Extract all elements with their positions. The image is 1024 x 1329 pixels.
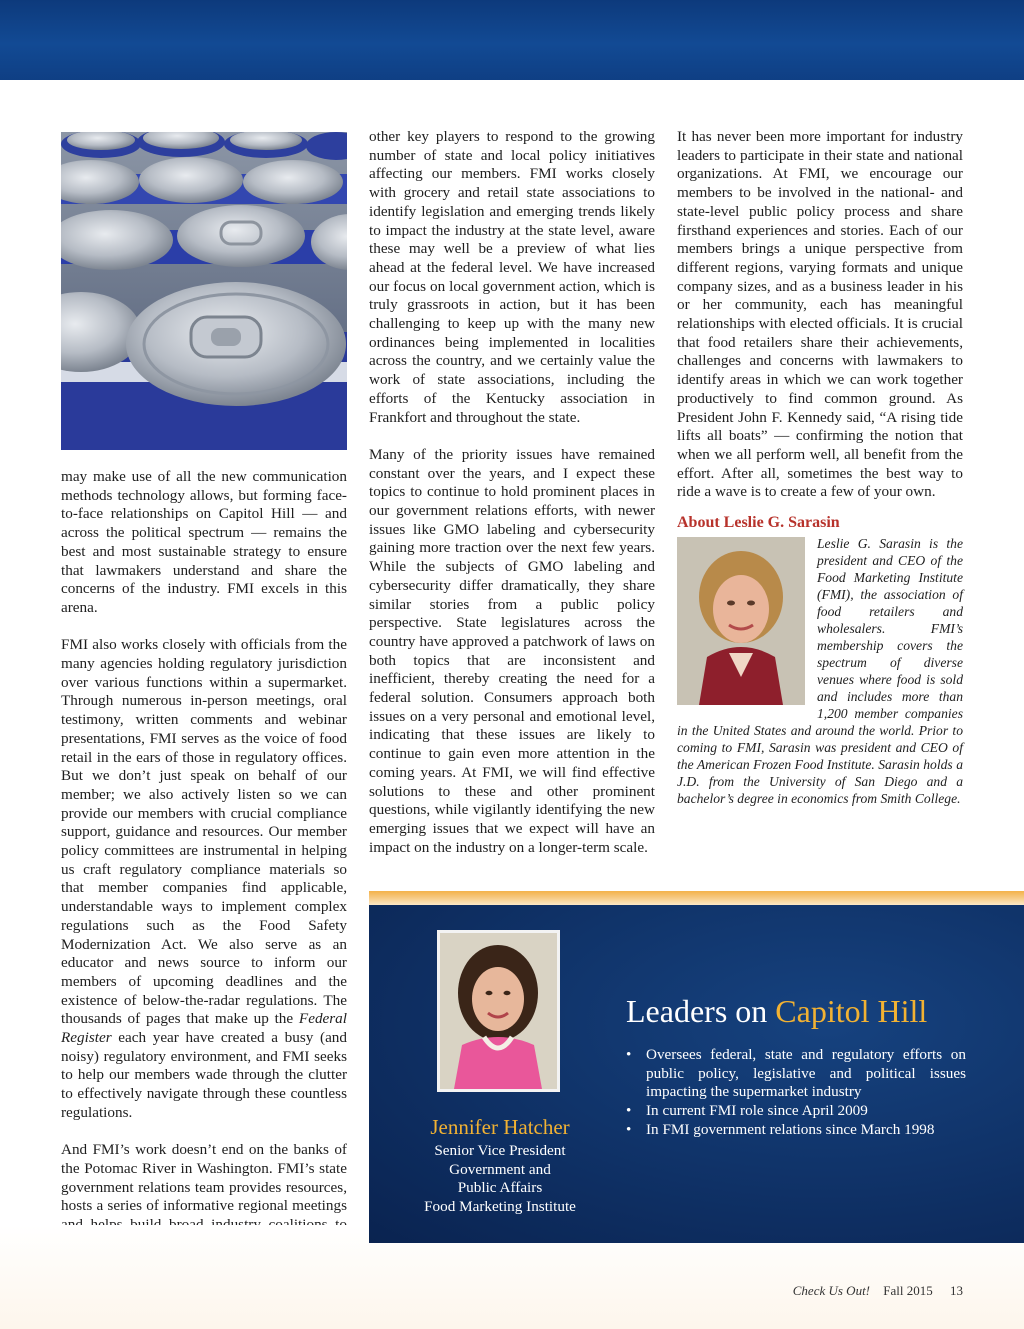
hatcher-role-line: Public Affairs xyxy=(457,1179,543,1197)
leaders-title-accent: Capitol Hill xyxy=(775,993,928,1029)
page-footer xyxy=(793,1283,963,1299)
page-number: 13 xyxy=(950,1283,963,1298)
about-bio xyxy=(677,535,963,807)
column-1 xyxy=(61,468,347,1272)
hatcher-role-line: Senior Vice President xyxy=(434,1142,566,1159)
can-row-2 xyxy=(61,157,347,204)
hatcher-role-line: Food Marketing Institute xyxy=(424,1198,576,1216)
bullet-item: • Oversees federal, state and regulatory efforts on public policy, legislative and political issues impacting the supermarket industry xyxy=(624,1046,966,1102)
bullet-item: • In FMI government relations since March 1998 xyxy=(624,1121,966,1140)
column-2 xyxy=(369,128,655,876)
col2-paragraph-1: other key players to respond to the growing number of state and local policy initiatives affecting our members. FMI works closely with grocery and retail state associations to identify legislation and emerging trends likely to impact the industry at the state level, aware these may well be a preview of what lies ahead at the federal level. We have increased our focus on local government action, which is truly grassroots in action, but it has been challenging to keep up with the many new ordinances being implemented in localities across the country, and we certainly value the work of state associations, including the efforts of the Kentucky association in Frankfort and throughout the state. xyxy=(369,128,655,426)
hatcher-name-block xyxy=(408,1114,592,1217)
col1-paragraph-3: And FMI’s work doesn’t end on the banks of the Potomac River in Washington. FMI’s state government relations team provides resources, hosts a series of informative regional meetings xyxy=(61,1141,347,1215)
can-row-front xyxy=(61,282,347,450)
col2-paragraph-2: Many of the priority issues have remained constant over the years, and I expect these topics to continue to hold prominent places in our government relations efforts, with newer issues like GMO labeling and cybersecurity gaining more traction over the next few years. While the subjects of GMO labeling and cybersecurity differ dramatically, they share similar stories from a public policy perspective. State legislatures across the country have approved a patchwork of laws on both topics that are inconsistent and inefficient, thereby creating the need for a federal solution. Consumers approach both issues on a very personal and emotional level, indicating that these issues are likely to continue to gain even more attention in the coming years. At FMI, we will find effective solutions to these and other prominent questions, while vigilantly identifying the new emerging issues that we expect will have an impact on the industry on a longer-term scale. xyxy=(369,445,655,856)
bullet-item: • In current FMI role since April 2009 xyxy=(624,1102,966,1121)
hatcher-role-line: Government and xyxy=(449,1160,551,1178)
leslie-sarasin-portrait xyxy=(677,537,805,705)
energy-drink-cans-photo xyxy=(61,132,347,450)
col3-paragraph-1: It has never been more important for industry leaders to participate in their state and national organizations. At FMI, we encourage our members to be involved in the national- and state-level public policy process and share firsthand experiences and stories. Each of our members brings a unique perspective from different regions, varying formats and unique company sizes, and as a business leader in his or her community, each has meaningful relationships with elected officials. It is crucial that food retailers share their achievements, challenges and concerns with lawmakers to identify areas in which we can work together productively to find common ground. As President John F. Kennedy said, “A rising tide lifts all boats” — confirming the notion that when we all perform well, all benefit from the effort. After all, sometimes the best way to ride a wave is to create a few of your own. xyxy=(677,128,963,501)
leaders-title-main: Leaders on xyxy=(626,993,776,1029)
hatcher-name: Jennifer Hatcher xyxy=(430,1115,570,1139)
col1-paragraph-2 xyxy=(61,636,347,1122)
about-heading: About Leslie G. Sarasin xyxy=(677,514,840,532)
leaders-title xyxy=(626,993,927,1030)
federal-register-title: Federal Register xyxy=(61,1010,347,1047)
jennifer-hatcher-portrait xyxy=(437,930,560,1092)
issue-label: Fall 2015 xyxy=(883,1283,933,1298)
col1-paragraph-1: may make use of all the new communication methods technology allows, but forming face-to-face relationships on Capitol Hill — and across the political spectrum — remains the best and most sustainable strategy to ensure that lawmakers understand and share the concerns of the industry. FMI excels in this arena. xyxy=(61,468,347,616)
header-band xyxy=(0,0,1024,80)
column-3 xyxy=(677,128,963,807)
about-bio-text: Leslie G. Sarasin is the president and CEO of the Food Marketing Institute (FMI), the association of food retailers and wholesalers. FMI’s membership covers the spectrum of diverse venues where food is sold and includes more than 1,200 member companies in the United States and around the world. Prior to coming to FMI, Sarasin was president and CEO of the American Frozen Food Institute. Sarasin holds a J.D. from the University of San Diego and a bachelor’s degree in economics from Smith College. xyxy=(677,535,963,806)
leaders-bullet-list xyxy=(624,1046,966,1140)
publication-name: Check Us Out! xyxy=(792,1283,871,1298)
col1-paragraph-2-part-b: each year have created a busy (and noisy) regulatory environment, and FMI seeks to help our members wade through the clutter to effectively navigate through these countless regulations. xyxy=(61,1029,347,1121)
col1-paragraph-2-part-a: FMI also works closely with officials from the many agencies holding regulatory jurisdiction over various functions within a supermarket. Through numerous in-person meetings, oral testimony, written comments and webinar presentations, FMI serves as the voice of food retail in the ears of those in regulatory offices. But we don’t just speak on behalf of our member; we also actively listen so we can provide our members with crucial compliance support, guidance and resources. Our member policy committees are instrumental in helping us craft regulatory compliance materials so that member companies find applicable, understandable ways to implement complex regulations such as the Food Safety Modernization Act. We also serve as an educator and news source to inform our members of upcoming deadlines and the existence of below-the-radar regulations. The thousands of pages that make up the xyxy=(61,636,347,1028)
